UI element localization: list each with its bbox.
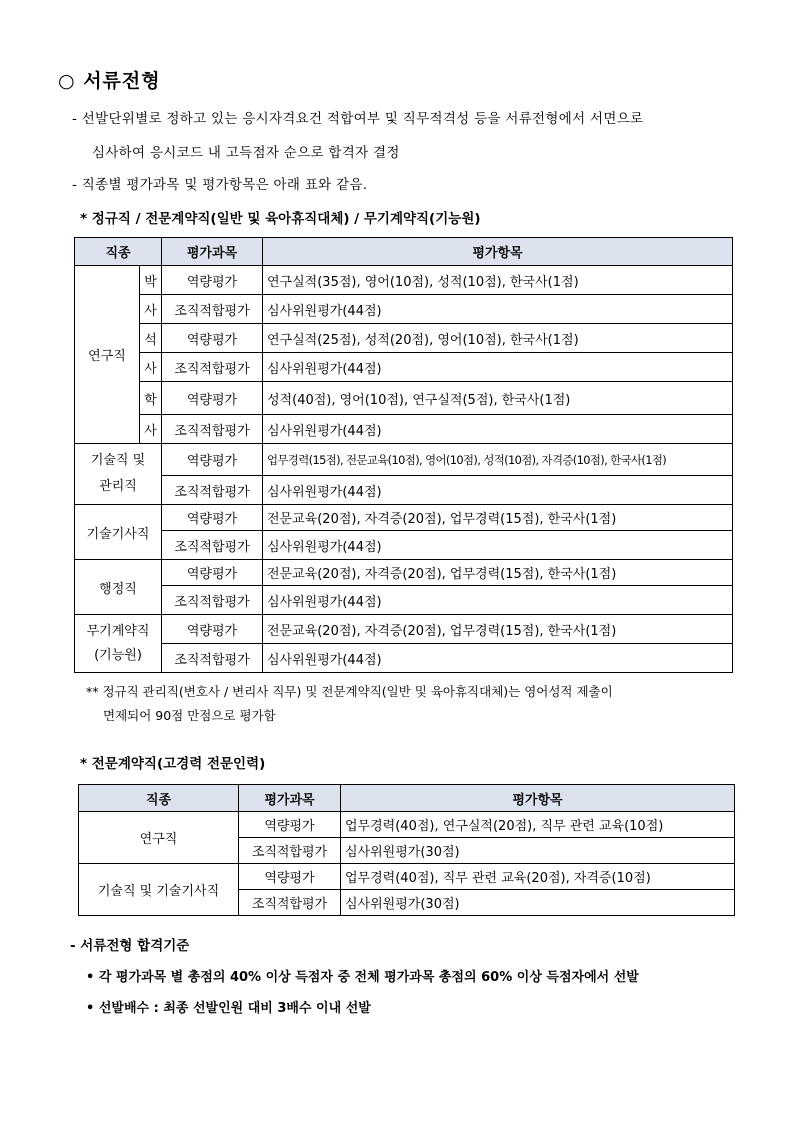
table-row — [75, 295, 733, 324]
criteria-item-2: • 선발배수 : 최종 선발인원 대비 3배수 이내 선발 — [86, 1001, 371, 1016]
items-cell: 심사위원평가(44점) — [263, 531, 733, 560]
job-tech: 기술직 및 기술기사직 — [79, 864, 239, 916]
job-research: 연구직 — [75, 266, 140, 444]
table-row — [75, 415, 733, 444]
header-items: 평가항목 — [341, 785, 735, 812]
subject-cell: 조직적합평가 — [162, 531, 263, 560]
subject-cell: 조직적합평가 — [162, 476, 263, 505]
degree-phd-2: 사 — [140, 295, 162, 324]
table-row — [75, 586, 733, 615]
table-row — [75, 353, 733, 382]
subject-cell: 역량평가 — [162, 266, 263, 295]
items-cell: 전문교육(20점), 자격증(20점), 업무경력(15점), 한국사(1점) — [263, 615, 733, 644]
items-cell: 전문교육(20점), 자격증(20점), 업무경력(15점), 한국사(1점) — [263, 505, 733, 531]
subject-cell: 역량평가 — [162, 324, 263, 353]
table-row — [75, 560, 733, 586]
header-items: 평가항목 — [263, 238, 733, 266]
subject-cell: 조직적합평가 — [239, 890, 341, 916]
degree-phd-1: 박 — [140, 266, 162, 295]
header-subject: 평가과목 — [162, 238, 263, 266]
subject-cell: 역량평가 — [239, 812, 341, 838]
table1-caption: * 정규직 / 전문계약직(일반 및 육아휴직대체) / 무기계약직(기능원) — [80, 211, 481, 227]
degree-ms-1: 석 — [140, 324, 162, 353]
evaluation-table-regular — [74, 237, 733, 673]
subject-cell: 조직적합평가 — [162, 644, 263, 673]
section-title: ○ 서류전형 — [58, 70, 161, 92]
note-line-2: 면제되어 90점 만점으로 평가함 — [103, 708, 276, 723]
items-cell: 심사위원평가(44점) — [263, 586, 733, 615]
subject-cell: 역량평가 — [162, 615, 263, 644]
intro-line-2: 심사하여 응시코드 내 고득점자 순으로 합격자 결정 — [92, 145, 400, 161]
subject-cell: 조직적합평가 — [162, 586, 263, 615]
job-label-line-2: (기능원) — [94, 647, 142, 663]
items-cell: 연구실적(25점), 성적(20점), 영어(10점), 한국사(1점) — [263, 324, 733, 353]
subject-cell: 조직적합평가 — [162, 295, 263, 324]
subject-cell: 역량평가 — [239, 864, 341, 890]
table-header-row — [79, 785, 735, 812]
table-row — [75, 615, 733, 644]
table-row — [79, 812, 735, 838]
items-cell: 성적(40점), 영어(10점), 연구실적(5점), 한국사(1점) — [263, 382, 733, 415]
header-job: 직종 — [75, 238, 162, 266]
table-row — [75, 266, 733, 295]
subject-cell: 역량평가 — [162, 505, 263, 531]
subject-cell: 역량평가 — [162, 444, 263, 476]
job-indefinite — [75, 615, 162, 673]
items-cell: 업무경력(15점), 전문교육(10점), 영어(10점), 성적(10점), 자격증(10점), 한국사(1점) — [263, 444, 733, 476]
table-row — [75, 382, 733, 415]
items-cell: 심사위원평가(30점) — [341, 838, 735, 864]
degree-ba-2: 사 — [140, 415, 162, 444]
items-cell: 심사위원평가(44점) — [263, 295, 733, 324]
criteria-item-1: • 각 평가과목 별 총점의 40% 이상 득점자 중 전체 평가과목 총점의 60% 이상 득점자에서 선발 — [86, 970, 639, 985]
table-row — [75, 505, 733, 531]
subject-cell: 조직적합평가 — [162, 415, 263, 444]
items-cell: 업무경력(40점), 연구실적(20점), 직무 관련 교육(10점) — [341, 812, 735, 838]
header-subject: 평가과목 — [239, 785, 341, 812]
job-label-line-1: 기술직 및 — [90, 453, 146, 468]
subject-cell: 조직적합평가 — [239, 838, 341, 864]
evaluation-table-expert — [78, 784, 735, 916]
items-cell: 심사위원평가(44점) — [263, 353, 733, 382]
items-cell: 업무경력(40점), 직무 관련 교육(20점), 자격증(10점) — [341, 864, 735, 890]
degree-ms-2: 사 — [140, 353, 162, 382]
items-cell: 심사위원평가(44점) — [263, 415, 733, 444]
table-row — [75, 324, 733, 353]
table-row — [75, 476, 733, 505]
table-row — [79, 864, 735, 890]
note-line-1: ** 정규직 관리직(변호사 / 변리사 직무) 및 전문계약직(일반 및 육아휴직대체)는 영어성적 제출이 — [86, 684, 613, 699]
intro-line-3: - 직종별 평가과목 및 평가항목은 아래 표와 같음. — [72, 177, 368, 193]
job-label-line-2: 관리직 — [99, 479, 137, 494]
items-cell: 심사위원평가(30점) — [341, 890, 735, 916]
job-label-line-1: 무기계약직 — [86, 623, 150, 639]
job-administrative: 행정직 — [75, 560, 162, 615]
subject-cell: 조직적합평가 — [162, 353, 263, 382]
criteria-title: - 서류전형 합격기준 — [70, 938, 190, 954]
items-cell: 연구실적(35점), 영어(10점), 성적(10점), 한국사(1점) — [263, 266, 733, 295]
items-cell: 전문교육(20점), 자격증(20점), 업무경력(15점), 한국사(1점) — [263, 560, 733, 586]
table2-caption: * 전문계약직(고경력 전문인력) — [80, 756, 266, 772]
intro-line-1: - 선발단위별로 정하고 있는 응시자격요건 적합여부 및 직무적격성 등을 서류전형에서 서면으로 — [72, 111, 644, 127]
table-row — [75, 644, 733, 673]
table-row — [75, 444, 733, 476]
items-cell: 심사위원평가(44점) — [263, 644, 733, 673]
job-research: 연구직 — [79, 812, 239, 864]
job-technician: 기술기사직 — [75, 505, 162, 560]
subject-cell: 역량평가 — [162, 560, 263, 586]
items-cell: 심사위원평가(44점) — [263, 476, 733, 505]
subject-cell: 역량평가 — [162, 382, 263, 415]
header-job: 직종 — [79, 785, 239, 812]
degree-ba-1: 학 — [140, 382, 162, 415]
table-row — [75, 531, 733, 560]
table-header-row — [75, 238, 733, 266]
job-tech-admin — [75, 444, 162, 505]
